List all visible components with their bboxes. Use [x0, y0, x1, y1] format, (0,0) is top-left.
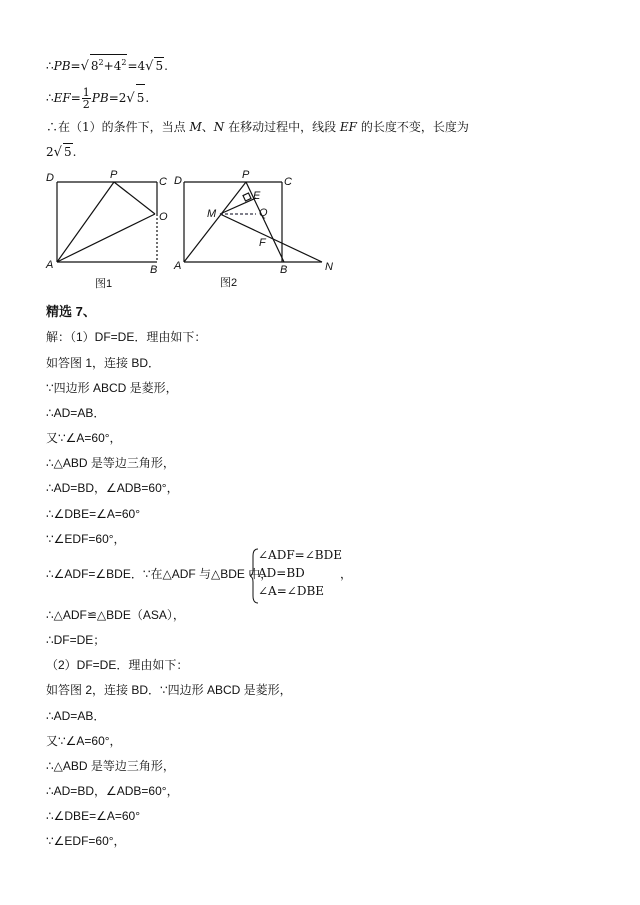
solution-line: ∵∠EDF=60°，: [46, 532, 126, 546]
denominator: 2: [82, 98, 90, 111]
segment-pb: [246, 182, 284, 262]
exp-b: 2: [121, 58, 127, 67]
label-p: P: [242, 169, 250, 181]
right-angle-mark: [243, 193, 251, 201]
condition-angle-a-dbe: ∠A=∠DBE: [258, 584, 325, 598]
segment-me: [220, 198, 256, 214]
congruence-line: ∴∠ADF=∠BDE．∵在△ADF 与△BDE 中，: [46, 567, 273, 581]
solution-line: 如答图 1，连接 BD．: [46, 356, 161, 370]
label-n: N: [325, 261, 333, 273]
label-q: Q: [259, 207, 268, 219]
text-c: 的长度不变，长度为: [357, 120, 469, 134]
segment-ap: [57, 182, 114, 262]
solution-line: （2）DF=DE．理由如下：: [46, 658, 189, 672]
var-ef: EF: [53, 91, 71, 105]
solution-line: ∵∠EDF=60°，: [46, 834, 126, 848]
segment-mn: [220, 214, 322, 262]
solution-line: ∴AD=BD，∠ADB=60°，: [46, 481, 179, 495]
radical-sign-2: √: [145, 59, 154, 74]
figure-2-caption: 图2: [220, 277, 238, 289]
point-n: N: [213, 120, 225, 134]
period: .: [72, 145, 77, 159]
congruence-system: [258, 546, 342, 600]
solution-line: ∴AD=BD，∠ADB=60°，: [46, 784, 179, 798]
trailing-comma: ，: [340, 567, 353, 581]
sqrt-5: 5: [136, 84, 146, 111]
radicand-b: 4: [113, 59, 122, 73]
therefore-symbol: ∴: [46, 59, 54, 73]
section-title: 精选 7、: [46, 304, 96, 319]
conclusion-text: [46, 119, 469, 135]
equation-ef: [46, 84, 149, 112]
solution-line: 又∵∠A=60°，: [46, 431, 122, 445]
solution-line: 如答图 2，连接 BD．∵四边形 ABCD 是菱形，: [46, 683, 292, 697]
text-a: ∴在（1）的条件下，当点: [46, 120, 190, 134]
text-b: 在移动过程中，线段: [224, 120, 340, 134]
sqrt-5: 5: [155, 59, 164, 73]
label-o: O: [159, 211, 168, 223]
figure-1: [40, 168, 180, 293]
label-b: B: [280, 264, 288, 276]
label-a: A: [174, 260, 182, 272]
equation-pb: [46, 54, 168, 75]
therefore-symbol: ∴: [46, 91, 54, 105]
radical-sign: √: [80, 59, 89, 74]
var-pb: PB: [53, 59, 71, 73]
figure-1-caption: 图1: [95, 278, 113, 290]
radical-sign: √: [53, 145, 62, 160]
solution-line: ∴△ABD 是等边三角形，: [46, 759, 175, 773]
solution-line: 解：（1）DF=DE．理由如下：: [46, 330, 207, 344]
coefficient: 2: [46, 145, 54, 159]
radicand-a: 8: [90, 59, 99, 73]
solution-line: ∴△ABD 是等边三角形，: [46, 456, 175, 470]
label-c: C: [159, 176, 167, 188]
label-a: A: [46, 259, 54, 271]
solution-line: ∵四边形 ABCD 是菱形，: [46, 381, 178, 395]
label-p: P: [110, 169, 118, 181]
equals-4: =4: [127, 59, 146, 73]
solution-line: ∴△ADF≌△BDE（ASA），: [46, 608, 185, 622]
label-f: F: [259, 237, 266, 249]
solution-line: ∴DF=DE；: [46, 633, 106, 647]
solution-line: ∴AD=AB．: [46, 406, 106, 420]
solution-line: 又∵∠A=60°，: [46, 734, 122, 748]
condition-angle-adf-bde: ∠ADF=∠BDE: [258, 548, 342, 562]
numerator: 1: [82, 86, 90, 99]
label-e: E: [253, 190, 261, 202]
solution-line: ∴AD=AB．: [46, 709, 106, 723]
figure-2: [172, 168, 342, 293]
label-c: C: [284, 176, 292, 188]
equals: =: [70, 91, 81, 105]
plus: +: [103, 59, 114, 73]
label-d: D: [46, 172, 54, 184]
label-m: M: [207, 208, 217, 220]
segment-ao: [57, 214, 155, 262]
solution-line: ∴∠DBE=∠A=60°: [46, 507, 140, 521]
label-d: D: [174, 175, 182, 187]
exp-a: 2: [98, 58, 104, 67]
condition-ad-bd: AD=BD: [258, 566, 305, 580]
radicand: [90, 54, 128, 74]
period: .: [164, 59, 168, 73]
sqrt-5: 5: [63, 145, 72, 159]
radical-sign: √: [126, 91, 135, 106]
point-m: M: [189, 120, 202, 134]
label-b: B: [150, 264, 158, 276]
equals-2: =2: [108, 91, 127, 105]
solution-line: ∴∠DBE=∠A=60°: [46, 809, 140, 823]
period: .: [145, 91, 150, 105]
separator: 、: [201, 120, 214, 134]
conclusion-value: [46, 143, 76, 161]
var-pb: PB: [91, 91, 109, 105]
segment-ef: EF: [339, 120, 357, 134]
segment-po: [114, 182, 155, 214]
equals: =: [70, 59, 81, 73]
fraction-half: [82, 87, 91, 110]
